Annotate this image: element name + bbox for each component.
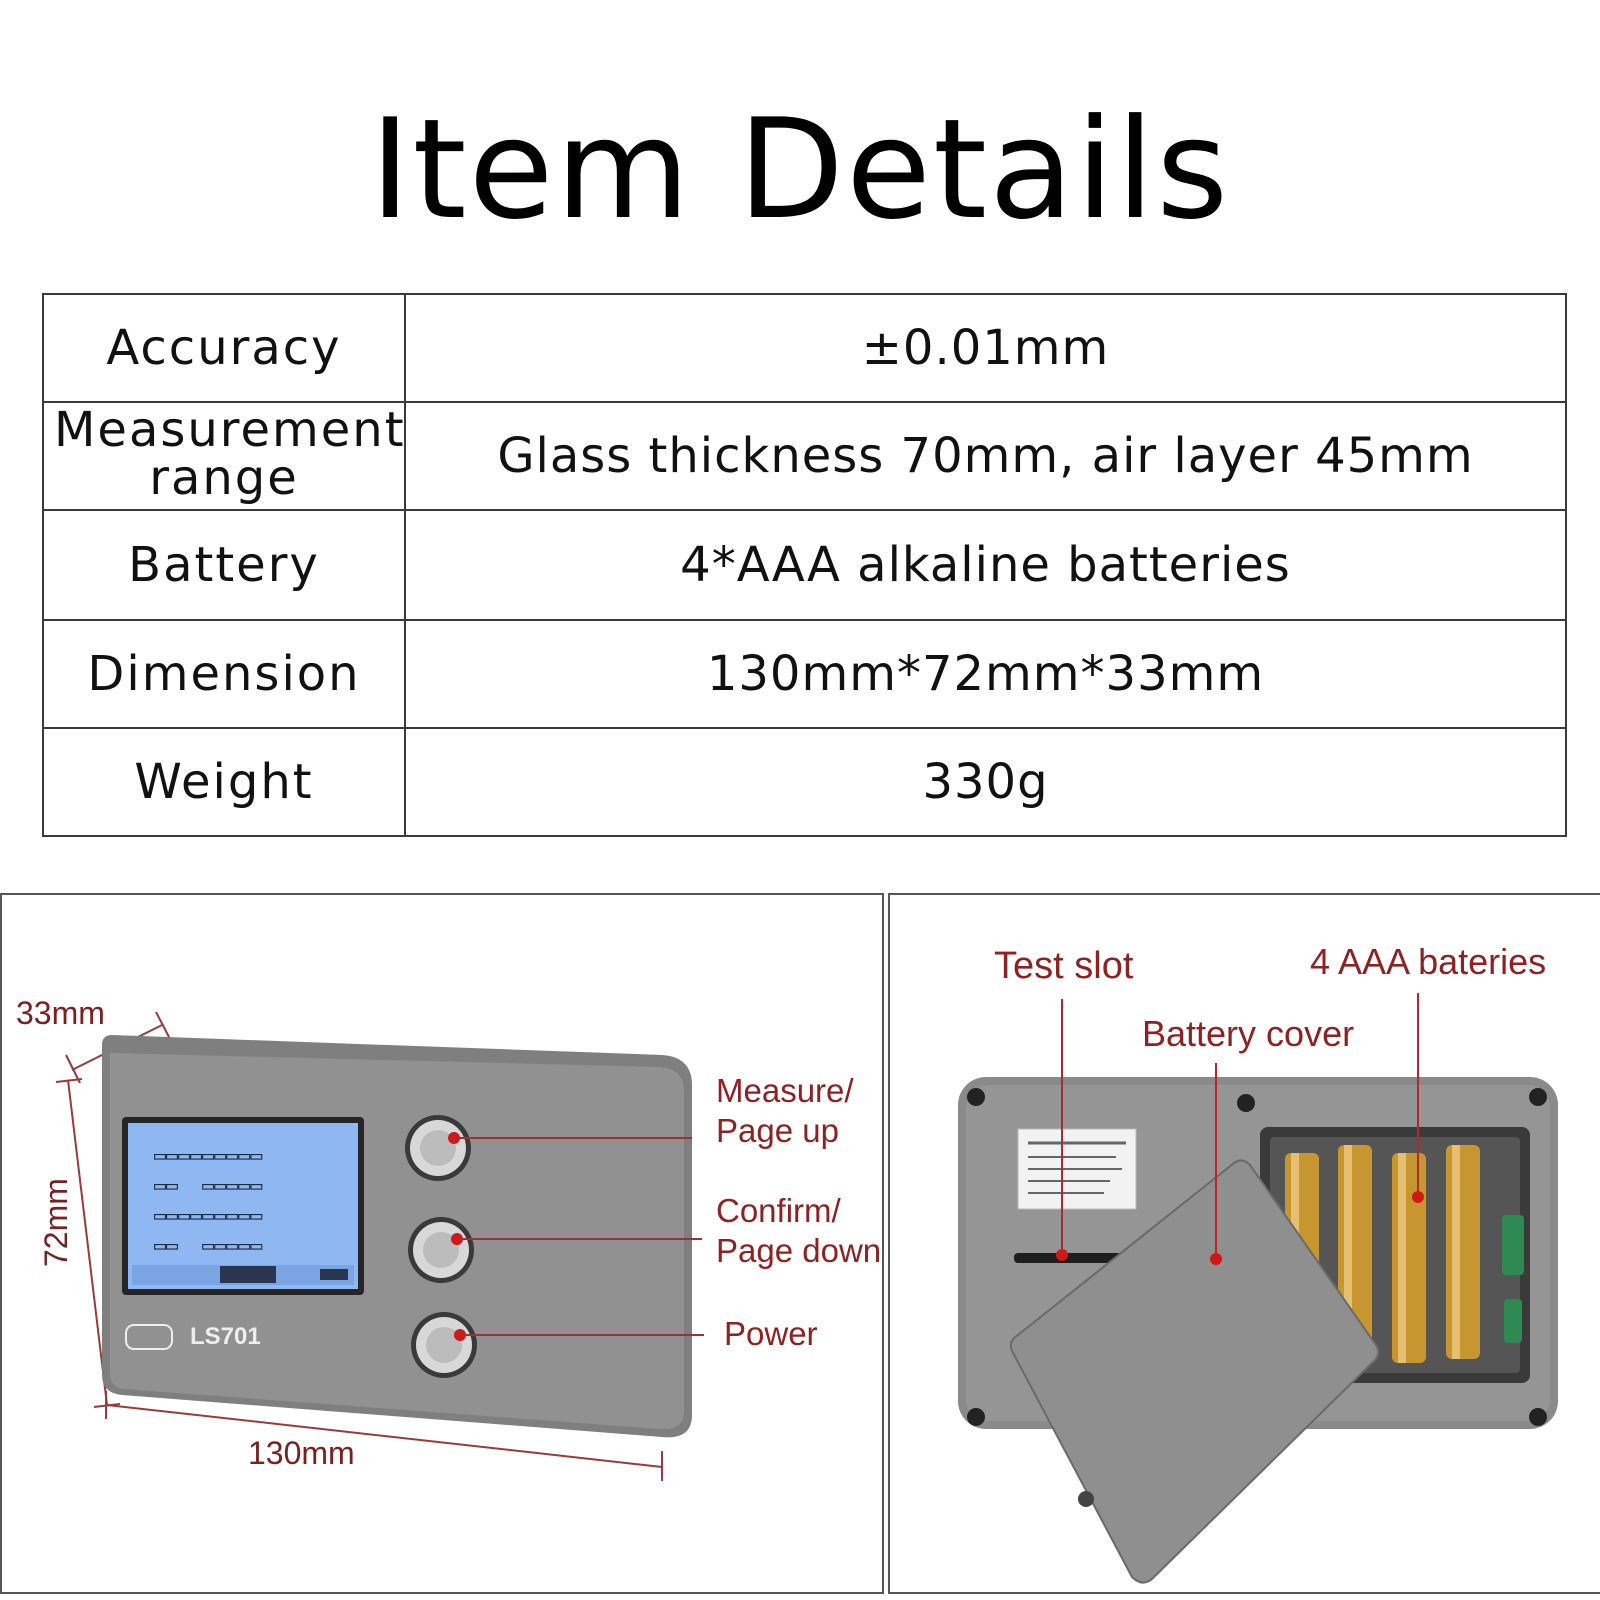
power-callout: Power [724,1315,818,1352]
lcd-line: ▭▭▭▭▭▭▭▭▭ [154,1143,263,1167]
back-view-panel [888,893,1600,1594]
battery [1392,1153,1426,1363]
battery [1446,1145,1480,1359]
width-dimension-label: 130mm [248,1435,355,1471]
page-title: Item Details [369,89,1231,250]
spec-label: Dimension [43,620,405,728]
spec-row-weight [43,728,1566,836]
back-view-illustration [890,895,1600,1592]
spec-value: 4*AAA alkaline batteries [405,510,1566,620]
spec-label: Measurement range [43,402,405,510]
spec-label: Battery [43,510,405,620]
spec-row-accuracy [43,294,1566,402]
batteries-callout: 4 AAA bateries [1310,941,1547,982]
power-button[interactable] [411,1312,477,1378]
lcd-line: ▭▭ ▭▭▭▭▭ [154,1173,263,1197]
confirm-button[interactable] [408,1217,474,1283]
measure-button[interactable] [405,1115,471,1181]
spec-label: Weight [43,728,405,836]
lcd-line: ▭▭ ▭▭▭▭▭ [154,1233,263,1257]
spec-label: Accuracy [43,294,405,402]
height-dimension-label: 72mm [38,1178,74,1267]
spec-table [42,293,1567,837]
model-label: LS701 [190,1323,261,1350]
battery-cover-callout: Battery cover [1142,1013,1355,1054]
spec-value: Glass thickness 70mm, air layer 45mm [405,402,1566,510]
depth-dimension-label: 33mm [16,995,105,1031]
spec-value: 130mm*72mm*33mm [405,620,1566,728]
spec-row-measurement-range [43,402,1566,510]
spec-value: 330g [405,728,1566,836]
confirm-callout: Confirm/ Page down [716,1192,882,1269]
spec-value: ±0.01mm [405,294,1566,402]
front-view-panel [0,893,884,1594]
measure-callout: Measure/ Page up [716,1072,854,1149]
lcd-line: ▭▭▭▭▭▭▭▭▭ [154,1203,263,1227]
test-slot-callout: Test slot [994,945,1134,987]
spec-row-dimension [43,620,1566,728]
spec-row-battery [43,510,1566,620]
